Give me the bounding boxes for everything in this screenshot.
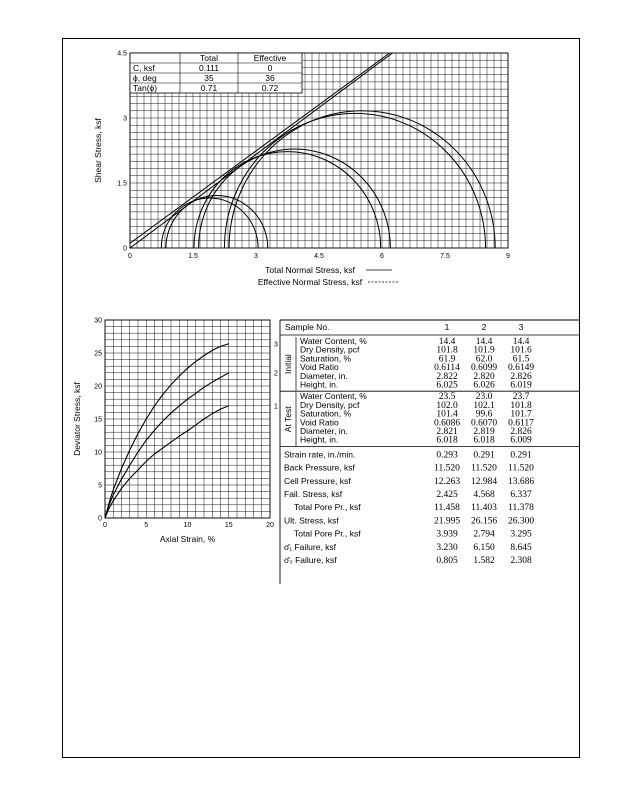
stress-strain-chart <box>72 318 278 545</box>
row-label: Strain rate, in./min. <box>284 449 356 460</box>
row-label: Dry Density, pcf <box>300 399 360 410</box>
sample-number: 1 <box>444 322 450 332</box>
y-tick-label: 4.5 <box>117 50 127 58</box>
row-value: 6.337 <box>510 490 532 500</box>
y-tick-label: 15 <box>94 416 102 424</box>
row-value: 101.7 <box>510 409 532 420</box>
row-value: 101.6 <box>510 345 532 356</box>
row-value: 26.156 <box>470 516 498 527</box>
row-value: 99.6 <box>475 409 493 420</box>
row-label: Total Pore Pr., ksf <box>294 528 361 539</box>
row-value: 101.8 <box>510 400 532 411</box>
row-value: 3.939 <box>436 529 458 540</box>
y-tick-label: 25 <box>94 350 102 358</box>
x-tick-label: 10 <box>183 522 192 529</box>
row-value: 3.230 <box>436 542 458 553</box>
row-value: 102.0 <box>436 400 458 411</box>
at-test-section-label: At Test <box>283 406 293 433</box>
row-value: 0.291 <box>510 450 532 461</box>
row-value: 2.821 <box>436 427 458 437</box>
row-value: 6.025 <box>436 380 458 391</box>
initial-section-label: Initial <box>283 354 293 375</box>
row-label: Ult. Stress, ksf <box>284 515 339 526</box>
x-axis-label: Axial Strain, % <box>159 534 216 544</box>
row-value: 8.645 <box>510 542 532 553</box>
row-value: 11.458 <box>434 503 460 514</box>
row-value: 0.6149 <box>507 363 535 374</box>
row-value: 62.0 <box>475 354 493 365</box>
sample-number: 2 <box>481 322 487 332</box>
y-tick-label: 0 <box>123 245 127 253</box>
row-label: Total Pore Pr., ksf <box>294 502 361 513</box>
row-label: Dry Density, pcf <box>300 344 360 355</box>
strength-total-value: 35 <box>204 73 214 83</box>
row-value: 6.009 <box>510 435 532 446</box>
mohr-circle-effective-1 <box>161 198 258 248</box>
mohr-circle-total-3 <box>229 111 495 248</box>
x-tick-label: 1.5 <box>188 253 198 260</box>
row-value: 0.6099 <box>470 363 498 374</box>
row-label: Height, in. <box>300 434 339 445</box>
curve-label: 1 <box>274 403 278 411</box>
y-tick-label: 5 <box>98 482 102 490</box>
row-label: Void Ratio <box>300 417 339 428</box>
curve-label: 2 <box>274 370 278 378</box>
row-label: Fail. Stress, ksf <box>284 489 343 499</box>
row-label: Saturation, % <box>300 353 352 364</box>
row-value: 2.820 <box>473 371 495 382</box>
row-value: 12.984 <box>470 476 498 487</box>
row-value: 11.520 <box>508 463 534 474</box>
row-label: σ̄₁ Failure, ksf <box>284 541 337 552</box>
stress-strain-curve-sample-1 <box>105 406 229 518</box>
curve-label: 3 <box>274 341 278 349</box>
row-label: σ̄₃ Failure, ksf <box>284 555 337 565</box>
x-tick-label: 0 <box>103 522 107 529</box>
strength-total-value: 0.71 <box>200 83 218 93</box>
x-tick-label: 3 <box>254 253 258 260</box>
y-axis-label: Shear Stress, ksf <box>93 118 103 183</box>
row-value: 0.6086 <box>433 418 461 429</box>
sample-data-table <box>280 320 580 584</box>
row-value: 101.8 <box>436 345 458 356</box>
row-value: 0.293 <box>436 450 458 461</box>
row-value: 6.019 <box>510 380 532 391</box>
row-value: 23.7 <box>512 392 530 403</box>
row-value: 6.026 <box>473 380 495 391</box>
row-value: 13.686 <box>507 476 535 487</box>
row-value: 61.9 <box>438 354 456 365</box>
y-axis-label: Deviator Stress, ksf <box>72 382 82 456</box>
x-tick-label: 4.5 <box>314 253 324 260</box>
row-value: 11.403 <box>471 503 497 514</box>
row-value: 0.6070 <box>470 418 498 429</box>
y-tick-label: 10 <box>94 449 102 457</box>
row-value: 0.805 <box>436 556 458 566</box>
mohr-circle-chart <box>93 0 510 287</box>
x-axis-label-effective: Effective Normal Stress, ksf <box>257 277 363 287</box>
y-tick-label: 20 <box>94 383 102 391</box>
row-value: 61.5 <box>512 354 530 365</box>
row-value: 23.0 <box>475 392 493 403</box>
row-value: 6.018 <box>473 435 495 446</box>
row-value: 21.995 <box>433 516 461 527</box>
mohr-circle-total-2 <box>199 149 391 248</box>
row-label: Water Content, % <box>300 391 367 402</box>
row-value: 14.4 <box>512 337 530 347</box>
stress-strain-curve-sample-3 <box>105 344 229 518</box>
x-axis-label: Total Normal Stress, ksf <box>265 265 355 275</box>
sample-number: 3 <box>518 322 524 332</box>
mohr-circle-total-1 <box>166 195 268 248</box>
x-tick-label: 7.5 <box>440 253 450 260</box>
row-value: 12.263 <box>433 476 461 487</box>
strength-param-label: ϕ, deg <box>133 73 157 83</box>
row-value: 6.018 <box>436 435 458 446</box>
y-tick-label: 3 <box>123 115 127 123</box>
strength-param-label: Tan(ϕ) <box>133 83 158 93</box>
row-value: 2.425 <box>436 490 458 500</box>
row-value: 4.568 <box>473 490 495 500</box>
row-value: 3.295 <box>510 529 532 540</box>
row-label: Height, in. <box>300 379 339 390</box>
row-value: 101.9 <box>473 345 495 356</box>
strength-header-total: Total <box>200 53 218 63</box>
row-value: 14.4 <box>438 337 456 347</box>
row-value: 1.582 <box>473 556 495 566</box>
x-tick-label: 0 <box>128 253 132 260</box>
row-value: 2.826 <box>510 371 532 382</box>
row-value: 0.6114 <box>434 363 460 374</box>
row-value: 11.378 <box>508 503 534 514</box>
row-label: Cell Pressure, ksf <box>284 475 351 486</box>
row-value: 0.6117 <box>508 418 534 429</box>
row-label: Void Ratio <box>300 362 339 373</box>
row-value: 0.291 <box>473 450 495 461</box>
row-value: 23.5 <box>438 392 456 403</box>
strength-parameter-table <box>130 53 302 93</box>
row-value: 11.520 <box>434 463 460 474</box>
strength-effective-value: 0.72 <box>261 83 279 93</box>
row-value: 2.826 <box>510 427 532 437</box>
x-tick-label: 6 <box>380 253 384 260</box>
strength-header-effective: Effective <box>253 53 287 63</box>
strength-effective-value: 0 <box>267 63 273 73</box>
row-label: Diameter, in. <box>300 370 348 381</box>
strength-total-value: 0.111 <box>198 63 220 73</box>
row-label: Saturation, % <box>300 408 352 419</box>
row-label: Diameter, in. <box>300 426 348 436</box>
row-label: Back Pressure, ksf <box>284 462 355 473</box>
y-tick-label: 1.5 <box>117 180 127 188</box>
row-value: 14.4 <box>475 337 493 347</box>
row-label: Water Content, % <box>300 336 367 346</box>
x-tick-label: 5 <box>144 522 149 529</box>
x-tick-label: 20 <box>266 522 274 529</box>
sample-header-label: Sample No. <box>285 322 330 332</box>
row-value: 2.822 <box>436 371 458 382</box>
x-tick-label: 15 <box>224 522 233 529</box>
strength-effective-value: 36 <box>265 73 275 83</box>
row-value: 2.819 <box>473 427 495 437</box>
row-value: 2.308 <box>510 556 532 566</box>
y-tick-label: 0 <box>98 515 102 523</box>
y-tick-label: 30 <box>94 317 102 325</box>
row-value: 11.520 <box>471 463 497 474</box>
strength-param-label: C, ksf <box>133 63 155 73</box>
row-value: 101.4 <box>436 409 458 420</box>
row-value: 102.1 <box>473 400 495 411</box>
x-tick-label: 9 <box>506 253 510 260</box>
row-value: 6.150 <box>473 542 495 553</box>
row-value: 2.794 <box>473 529 495 540</box>
row-value: 26.300 <box>507 516 535 527</box>
